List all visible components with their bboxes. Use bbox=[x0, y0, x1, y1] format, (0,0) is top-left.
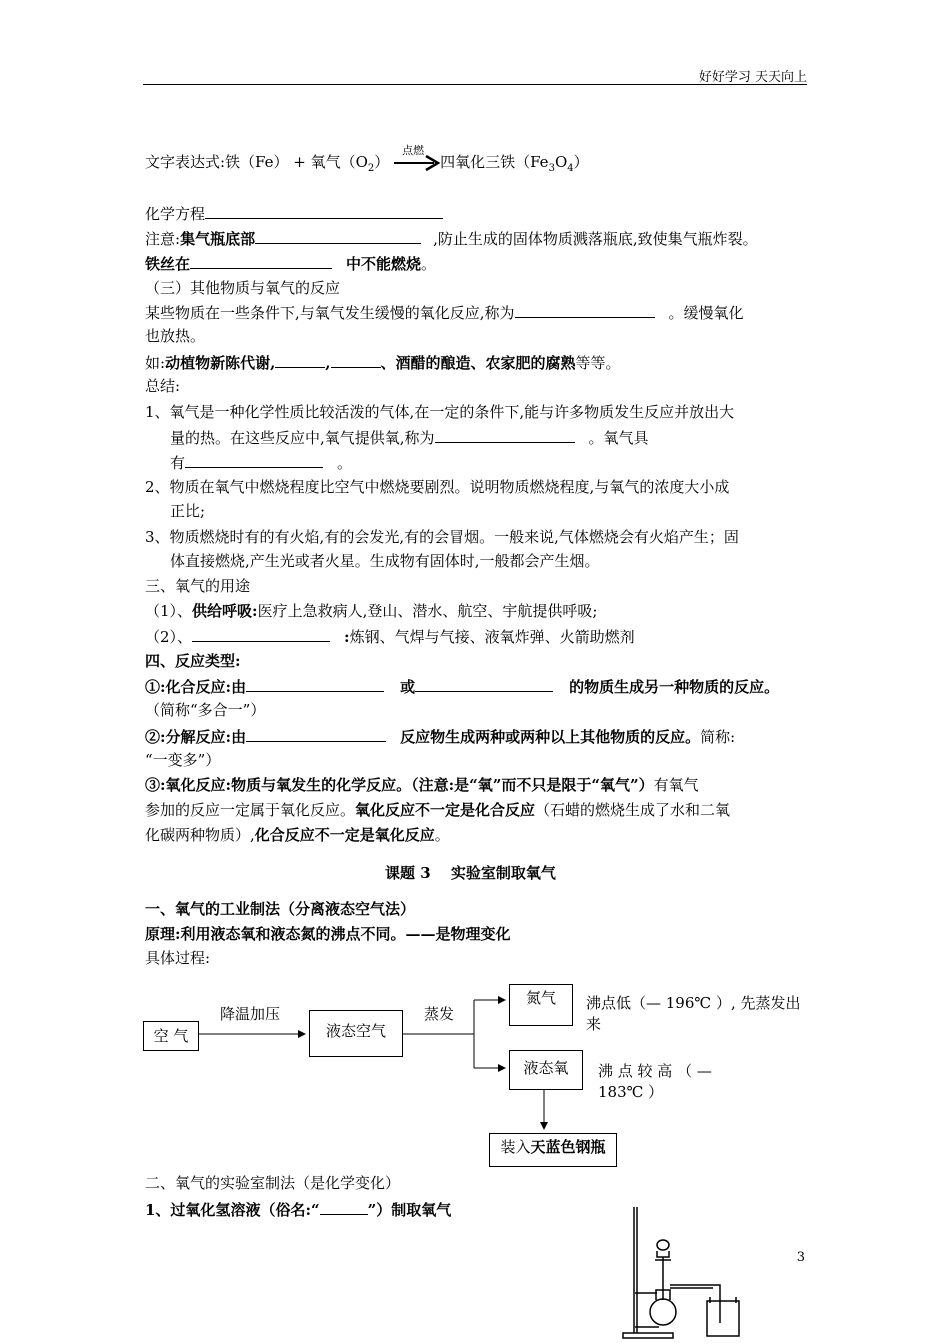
reaction-2-note: “一变多”） bbox=[145, 751, 221, 769]
box-liquid-o2: 液态氧 bbox=[509, 1050, 583, 1090]
eq-after-o2: ） bbox=[374, 153, 390, 171]
h2o2-b: ”）制取氧气 bbox=[367, 1201, 452, 1219]
s1-e: 。 bbox=[337, 454, 353, 472]
iron-end: 。 bbox=[421, 255, 437, 273]
note-label: 注意: bbox=[145, 230, 181, 248]
s1-d: 有 bbox=[170, 454, 186, 472]
ind-title: 一、氧气的工业制法（分离液态空气法） bbox=[145, 900, 416, 918]
r1-a: ①:化合反应:由 bbox=[145, 678, 247, 696]
note-bold: 集气瓶底部 bbox=[180, 230, 256, 248]
use2-c: 炼钢、气焊与气接、液氧炸弹、火箭助燃剂 bbox=[349, 628, 635, 646]
example-b: 动植物新陈代谢, bbox=[165, 354, 276, 372]
summary-3b: 体直接燃烧,产生光或者火星。生成物有固体时,一般都会产生烟。 bbox=[170, 552, 600, 570]
eq-fe-sub: 3 bbox=[548, 163, 555, 174]
process-label: 具体过程: bbox=[145, 949, 211, 967]
r3-a: ③:氧化反应:物质与氧发生的化学反应。（注意:是“氧”而不只是限于“氧气”） bbox=[145, 776, 654, 794]
lo2-note-b: 183℃ ） bbox=[598, 1083, 664, 1101]
summary-2b: 正比; bbox=[170, 502, 206, 520]
summary-label: 总结: bbox=[145, 377, 181, 395]
reaction-1-note: （简称“多合一”） bbox=[145, 701, 266, 719]
principle-text: 原理:利用液态氧和液态氮的沸点不同。——是物理变化 bbox=[145, 925, 511, 943]
box-bottle bbox=[489, 1133, 617, 1167]
s1-c: 。氧气具 bbox=[588, 429, 649, 447]
r3-h: 。 bbox=[434, 826, 450, 844]
lab-apparatus-icon bbox=[615, 1205, 750, 1340]
header-text: 好好学习 天天向上 bbox=[698, 70, 807, 85]
eq-o-sub: 4 bbox=[567, 163, 574, 174]
example-a: 如: bbox=[145, 354, 166, 372]
label-step2: 蒸发 bbox=[424, 1005, 455, 1023]
r3-g: 化合反应不一定是氧化反应 bbox=[254, 826, 435, 844]
bottle-a: 装入 bbox=[500, 1138, 531, 1156]
use1-c: 医疗上急救病人,登山、潜水、航空、宇航提供呼吸; bbox=[257, 602, 598, 620]
section3-title: （三）其他物质与氧气的反应 bbox=[145, 279, 341, 297]
r3-e: （石蜡的燃烧生成了水和二氧 bbox=[535, 801, 731, 819]
lab-title: 二、氧气的实验室制法（是化学变化） bbox=[145, 1174, 401, 1192]
r3-f: 化碳两种物质）, bbox=[145, 826, 255, 844]
eq-close: ） bbox=[573, 153, 589, 171]
use1-a: （1）、 bbox=[145, 602, 193, 620]
r3-b: 有氧气 bbox=[653, 776, 699, 794]
note-rest: ,防止生成的固体物质溅落瓶底,致使集气瓶炸裂。 bbox=[433, 230, 758, 248]
use1-b: 供给呼吸: bbox=[192, 602, 258, 620]
slow-ox-b: 。缓慢氧化 bbox=[668, 304, 744, 322]
chem-eq-label: 化学方程 bbox=[145, 205, 206, 223]
box-n2: 氮气 bbox=[509, 984, 573, 1026]
eq-o2-sub: 2 bbox=[367, 163, 375, 174]
r2-a: ②:分解反应:由 bbox=[145, 728, 247, 746]
s1-b: 量的热。在这些反应中,氧气提供氧,称为 bbox=[170, 429, 435, 447]
r1-c: 的物质生成另一种物质的反应。 bbox=[569, 678, 780, 696]
r2-b: 反应物生成两种或两种以上其他物质的反应。 bbox=[400, 728, 701, 746]
summary-1a: 1、氧气是一种化学性质比较活泼的气体,在一定的条件下,能与许多物质发生反应并放出大 bbox=[145, 403, 735, 421]
label-step1: 降温加压 bbox=[220, 1005, 281, 1023]
bottle-b: 天蓝色钢瓶 bbox=[530, 1138, 606, 1156]
example-d: 、酒醋的酿造、农家肥的腐熟 bbox=[380, 354, 576, 372]
r1-b: 或 bbox=[400, 678, 416, 696]
example-e: 等等。 bbox=[575, 354, 621, 372]
r2-c: 简称: bbox=[700, 728, 736, 746]
eq-o: O bbox=[554, 153, 568, 171]
eq-product: 四氧化三铁（Fe bbox=[440, 153, 549, 171]
lesson-title: 课题 3 实验室制取氧气 bbox=[385, 864, 556, 882]
n2-note-a: 沸点低（— 196℃ ）, 先蒸发出 bbox=[586, 994, 801, 1012]
h2o2-a: 1、过氧化氢溶液（俗名:“ bbox=[145, 1201, 320, 1219]
iron-a: 铁丝在 bbox=[145, 255, 191, 273]
eq-prefix: 文字表达式:铁（Fe） + 氧气（O bbox=[145, 153, 368, 171]
use2-a: （2）、 bbox=[145, 628, 193, 646]
r3-c: 参加的反应一定属于氧化反应。 bbox=[145, 801, 356, 819]
summary-2a: 2、物质在氧气中燃烧程度比空气中燃烧要剧烈。说明物质燃烧程度,与氧气的浓度大小成 bbox=[145, 478, 730, 496]
uses-title: 三、氧气的用途 bbox=[145, 577, 251, 595]
iron-b: 中不能燃烧 bbox=[346, 255, 422, 273]
box-liquid-air: 液态空气 bbox=[309, 1010, 403, 1057]
slow-ox-a: 某些物质在一些条件下,与氧气发生缓慢的氧化反应,称为 bbox=[145, 304, 515, 322]
example-c: , bbox=[325, 354, 331, 372]
blank-field[interactable] bbox=[320, 1199, 368, 1215]
rt-title: 四、反应类型: bbox=[145, 652, 241, 670]
n2-note-b: 来 bbox=[586, 1015, 602, 1033]
box-air: 空 气 bbox=[143, 1021, 199, 1051]
r3-d: 氧化反应不一定是化合反应 bbox=[355, 801, 536, 819]
page-number: 3 bbox=[796, 1250, 805, 1265]
reaction-condition: 点燃 bbox=[402, 144, 425, 157]
lo2-note-a: 沸 点 较 高 （ — bbox=[598, 1062, 712, 1080]
h2o2-line bbox=[145, 1199, 451, 1220]
slow-oxidation-cont: 也放热。 bbox=[145, 327, 206, 345]
summary-3a: 3、物质燃烧时有的有火焰,有的会发光,有的会冒烟。一般来说,气体燃烧会有火焰产生；固 bbox=[145, 528, 739, 546]
use2-b: : bbox=[344, 628, 350, 646]
